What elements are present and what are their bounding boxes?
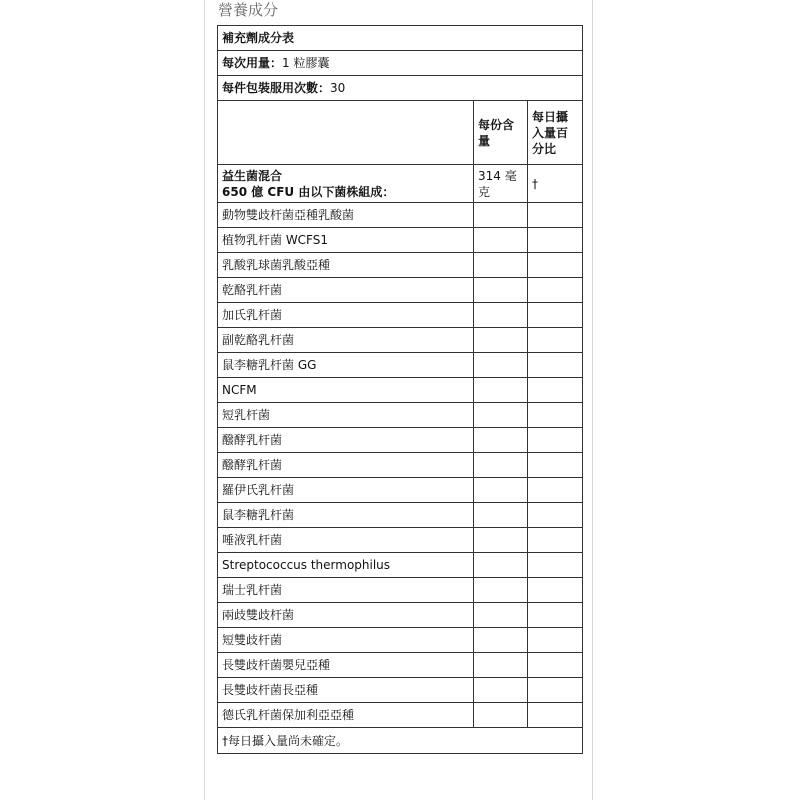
strain-daily-value	[528, 628, 583, 653]
strain-amount	[474, 628, 528, 653]
servings-per-container-label: 每件包裝服用次數：	[222, 81, 331, 95]
strain-daily-value	[528, 603, 583, 628]
strain-name: 長雙歧杆菌嬰兒亞種	[218, 653, 474, 678]
table-row	[218, 553, 583, 578]
strain-daily-value	[528, 378, 583, 403]
strain-daily-value	[528, 578, 583, 603]
strain-daily-value	[528, 653, 583, 678]
table-row	[218, 253, 583, 278]
strain-name: 長雙歧杆菌長亞種	[218, 678, 474, 703]
table-row	[218, 703, 583, 728]
strain-amount	[474, 553, 528, 578]
probiotic-blend-row	[218, 165, 583, 203]
table-row	[218, 353, 583, 378]
strain-name: 短雙歧杆菌	[218, 628, 474, 653]
strain-daily-value	[528, 503, 583, 528]
serving-size-row	[218, 51, 583, 76]
strain-daily-value	[528, 328, 583, 353]
strain-amount	[474, 228, 528, 253]
strain-daily-value	[528, 278, 583, 303]
table-row	[218, 203, 583, 228]
servings-per-container-value: 30	[330, 81, 346, 95]
strain-amount	[474, 428, 528, 453]
header-blank-cell	[218, 101, 474, 165]
footnote: †每日攝入量尚未確定。	[218, 728, 583, 754]
strain-daily-value	[528, 203, 583, 228]
strain-name: 加氏乳杆菌	[218, 303, 474, 328]
strain-name: NCFM	[218, 378, 474, 403]
strain-name: 鼠李糖乳杆菌	[218, 503, 474, 528]
table-row	[218, 378, 583, 403]
strain-amount	[474, 678, 528, 703]
strain-daily-value	[528, 453, 583, 478]
strain-amount	[474, 303, 528, 328]
strain-amount	[474, 203, 528, 228]
strain-amount	[474, 528, 528, 553]
table-row	[218, 678, 583, 703]
serving-size	[218, 51, 583, 76]
strain-name: 副乾酪乳杆菌	[218, 328, 474, 353]
blend-cfu: 650 億 CFU 由以下菌株組成：	[222, 184, 395, 199]
strain-name: 瑞士乳杆菌	[218, 578, 474, 603]
supplement-facts-table	[217, 25, 583, 754]
strain-name: 唾液乳杆菌	[218, 528, 474, 553]
blend-name-cell	[218, 165, 474, 203]
strain-amount	[474, 603, 528, 628]
strain-amount	[474, 503, 528, 528]
strain-name: 兩歧雙歧杆菌	[218, 603, 474, 628]
strain-daily-value	[528, 228, 583, 253]
strain-daily-value	[528, 703, 583, 728]
strain-name: 羅伊氏乳杆菌	[218, 478, 474, 503]
strain-name: 德氏乳杆菌保加利亞亞種	[218, 703, 474, 728]
strain-daily-value	[528, 403, 583, 428]
strain-amount	[474, 378, 528, 403]
strain-daily-value	[528, 678, 583, 703]
strain-amount	[474, 403, 528, 428]
strain-name: 乾酪乳杆菌	[218, 278, 474, 303]
table-row	[218, 603, 583, 628]
table-row	[218, 328, 583, 353]
strain-amount	[474, 353, 528, 378]
strain-amount	[474, 278, 528, 303]
strain-name: 短乳杆菌	[218, 403, 474, 428]
strain-amount	[474, 328, 528, 353]
table-row	[218, 428, 583, 453]
table-row	[218, 403, 583, 428]
table-row	[218, 578, 583, 603]
strain-amount	[474, 653, 528, 678]
strain-name: Streptococcus thermophilus	[218, 553, 474, 578]
strain-daily-value	[528, 478, 583, 503]
servings-per-container-row	[218, 76, 583, 101]
strain-daily-value	[528, 253, 583, 278]
strain-name: 動物雙歧杆菌亞種乳酸菌	[218, 203, 474, 228]
daily-value-header: 每日攝入量百分比	[528, 101, 583, 165]
serving-size-value: 1 粒膠囊	[282, 56, 330, 70]
strain-daily-value	[528, 303, 583, 328]
strain-daily-value	[528, 428, 583, 453]
serving-size-label: 每次用量：	[222, 56, 283, 70]
strain-name: 植物乳杆菌 WCFS1	[218, 228, 474, 253]
strain-name: 乳酸乳球菌乳酸亞種	[218, 253, 474, 278]
strain-daily-value	[528, 353, 583, 378]
strain-amount	[474, 253, 528, 278]
servings-per-container	[218, 76, 583, 101]
amount-per-serving-header: 每份含量	[474, 101, 528, 165]
blend-name: 益生菌混合	[222, 168, 283, 183]
table-title-row	[218, 26, 583, 51]
strain-amount	[474, 703, 528, 728]
footnote-row	[218, 728, 583, 754]
blend-daily-value: †	[528, 165, 583, 203]
table-row	[218, 303, 583, 328]
table-row	[218, 653, 583, 678]
section-heading: 營養成分	[218, 1, 279, 19]
table-row	[218, 278, 583, 303]
column-header-row	[218, 101, 583, 165]
table-row	[218, 628, 583, 653]
table-row	[218, 228, 583, 253]
table-row	[218, 453, 583, 478]
strain-amount	[474, 478, 528, 503]
table-title: 補充劑成分表	[218, 26, 583, 51]
table-row	[218, 528, 583, 553]
strain-name: 鼠李糖乳杆菌 GG	[218, 353, 474, 378]
table-row	[218, 478, 583, 503]
strain-daily-value	[528, 528, 583, 553]
table-row	[218, 503, 583, 528]
strain-amount	[474, 578, 528, 603]
strain-name: 醱酵乳杆菌	[218, 453, 474, 478]
strain-name: 醱酵乳杆菌	[218, 428, 474, 453]
strain-amount	[474, 453, 528, 478]
blend-amount: 314 毫克	[474, 165, 528, 203]
strain-daily-value	[528, 553, 583, 578]
